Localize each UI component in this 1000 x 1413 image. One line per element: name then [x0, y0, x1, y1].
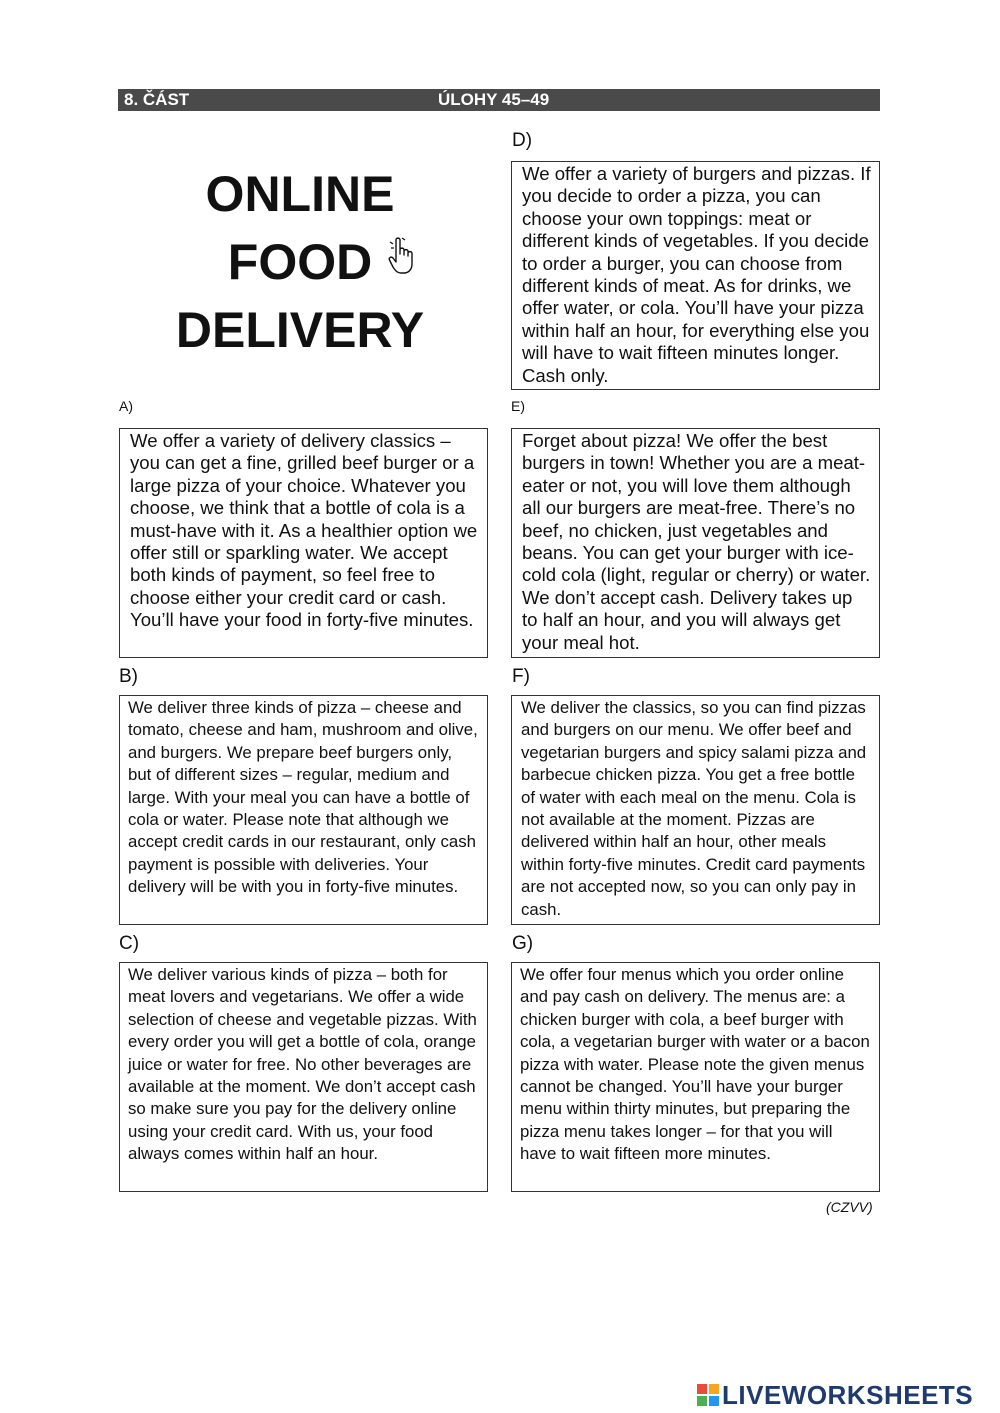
part-label: 8. ČÁST [124, 90, 190, 109]
option-e-text: Forget about pizza! We offer the best burgers in town! Whether you are a meat-eater or not, you will love them although all our burgers are meat-free. There’s no beef, no chicken, just vegetables and beans. You can get your burger with ice-cold cola (light, regular or cherry) or water. We don’t accept cash. Delivery takes up to half an hour, and you will always get your meal hot. [511, 428, 880, 658]
source-credit: (CZVV) [826, 1199, 873, 1215]
option-f-text: We deliver the classics, so you can find pizzas and burgers on our menu. We offer beef and vegetarian burgers and spicy salami pizza and barbecue chicken pizza. You get a free bottle of water with each meal on the menu. Cola is not available at the moment. Pizzas are delivered within half an hour, other meals within forty-five minutes. Credit card payments are not accepted now, so you can only pay in cash. [511, 695, 880, 925]
option-b-text: We deliver three kinds of pizza – cheese and tomato, cheese and ham, mushroom and olive, and burgers. We prepare beef burgers only, but of different sizes – regular, medium and large. With your meal you can have a bottle of cola or water. Please note that although we accept credit cards in our restaurant, only cash payment is possible with deliveries. Your delivery will be with you in forty-five minutes. [119, 695, 488, 925]
option-b-label: B) [119, 666, 138, 687]
section-header-bar [118, 89, 880, 111]
liveworksheets-logo-text: LIVEWORKSHEETS [722, 1380, 974, 1410]
option-a-label: A) [119, 398, 133, 414]
option-g-text: We offer four menus which you order online and pay cash on delivery. The menus are: a chicken burger with cola, a beef burger with cola, a vegetarian burger with water or a bacon pizza with water. Please note the given menus cannot be changed. You’ll have your burger menu within thirty minutes, but preparing the pizza menu takes longer – for that you will have to wait fifteen more minutes. [511, 962, 880, 1192]
tasks-label: ÚLOHY 45–49 [438, 90, 550, 109]
option-a-text: We offer a variety of delivery classics – you can get a fine, grilled beef burger or a large pizza of your choice. Whatever you choose, we think that a bottle of cola is a must-have with it. As a healthier option we offer still or sparkling water. We accept both kinds of payment, so feel free to choose either your credit card or cash. You’ll have your food in forty-five minutes. [119, 428, 488, 658]
option-f-label: F) [512, 666, 530, 687]
option-c-label: C) [119, 933, 140, 954]
option-d-text: We offer a variety of burgers and pizzas. If you decide to order a pizza, you can choose your own toppings: meat or different kinds of vegetables. If you decide to order a burger, you can choose from different kinds of meat. As for drinks, we offer water, or cola. You’ll have your pizza within half an hour, for everything else you will have to wait fifteen minutes longer. Cash only. [511, 161, 880, 390]
title-line-2: FOOD [227, 234, 373, 290]
option-c-text: We deliver various kinds of pizza – both for meat lovers and vegetarians. We offer a wide selection of cheese and vegetable pizzas. With every order you will get a bottle of cola, orange juice or water for free. No other beverages are available at the moment. We don’t accept cash so make sure you pay for the delivery online using your credit card. With us, your food always comes within half an hour. [119, 962, 488, 1192]
title-line-1: ONLINE [205, 166, 395, 222]
option-g-label: G) [512, 933, 534, 954]
pointing-hand-icon [388, 236, 424, 276]
title-line-3: DELIVERY [175, 302, 425, 358]
liveworksheets-logo-icon [696, 1383, 720, 1407]
option-d-label: D) [512, 130, 533, 151]
option-e-label: E) [511, 398, 525, 414]
